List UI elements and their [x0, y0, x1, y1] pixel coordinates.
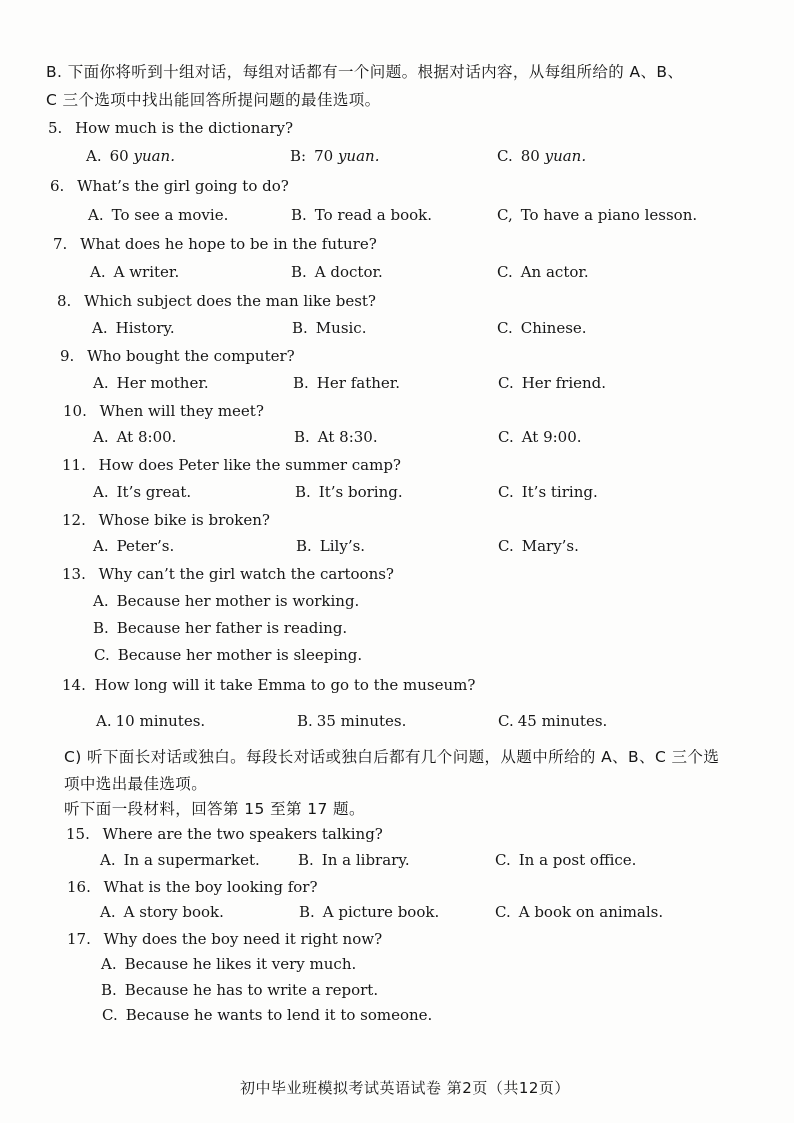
option-label: B.: [291, 206, 307, 224]
option-text: Because her father is reading.: [116, 619, 348, 637]
q13-option-c: [94, 645, 362, 665]
q8-option-a: [92, 318, 175, 338]
question-stem: How much is the dictionary?: [75, 119, 294, 137]
q15-option-b: [298, 850, 410, 870]
question-number: 14.: [62, 676, 86, 694]
q6-option-b: [291, 205, 432, 225]
option-label: A.: [100, 851, 116, 869]
q13-option-b: [93, 618, 347, 638]
option-label: A.: [93, 374, 109, 392]
option-label: C.: [94, 646, 110, 664]
option-label: C,: [497, 206, 513, 224]
question-stem: Where are the two speakers talking?: [102, 825, 383, 843]
option-text: Her mother.: [116, 374, 209, 392]
q9-option-c: [498, 373, 606, 393]
q12-option-b: [296, 536, 365, 556]
q14-option-a: [96, 711, 205, 731]
question-stem: Who bought the computer?: [87, 347, 295, 365]
option-unit: yuan.: [337, 147, 380, 165]
option-label: C.: [498, 483, 514, 501]
section-b-instruction-line2: C 三个选项中找出能回答所提问题的最佳选项。: [46, 91, 381, 109]
q9-option-b: [293, 373, 400, 393]
question-14: [62, 675, 475, 695]
q14-option-c: [498, 711, 607, 731]
section-b-instruction-line1: B. 下面你将听到十组对话，每组对话都有一个问题。根据对话内容，从每组所给的 A、B、: [46, 63, 684, 81]
option-text: 45 minutes.: [517, 712, 608, 730]
option-text: Because her mother is sleeping.: [117, 646, 363, 664]
option-label: C.: [497, 263, 513, 281]
question-13: [62, 564, 394, 584]
option-label: B.: [292, 319, 308, 337]
q17-option-a: [101, 954, 356, 974]
option-label: C.: [498, 712, 514, 730]
option-text: It’s tiring.: [521, 483, 598, 501]
option-text: Mary’s.: [521, 537, 579, 555]
question-number: 6.: [50, 177, 65, 195]
option-text: 35 minutes.: [316, 712, 407, 730]
option-label: A.: [86, 147, 102, 165]
option-text: A doctor.: [314, 263, 383, 281]
q14-option-b: [297, 711, 406, 731]
question-12: [62, 510, 270, 530]
option-label: A.: [93, 483, 109, 501]
option-label: C.: [497, 319, 513, 337]
q11-option-a: [93, 482, 191, 502]
question-number: 16.: [67, 878, 91, 896]
question-stem: What’s the girl going to do?: [77, 177, 289, 195]
option-text: A picture book.: [322, 903, 440, 921]
option-label: B.: [101, 981, 117, 999]
option-label: B.: [291, 263, 307, 281]
option-label: B.: [299, 903, 315, 921]
q15-option-c: [495, 850, 636, 870]
q8-option-c: [497, 318, 587, 338]
question-5: [48, 118, 293, 138]
option-label: C.: [495, 851, 511, 869]
question-number: 11.: [62, 456, 86, 474]
option-text: In a supermarket.: [123, 851, 260, 869]
option-text: To have a piano lesson.: [520, 206, 698, 224]
q13-option-a: [93, 591, 359, 611]
q10-option-b: [294, 427, 378, 447]
question-number: 9.: [60, 347, 75, 365]
option-text: Peter’s.: [116, 537, 175, 555]
option-label: A.: [90, 263, 106, 281]
option-label: A.: [93, 592, 109, 610]
question-stem: Which subject does the man like best?: [84, 292, 376, 310]
option-label: B.: [294, 428, 310, 446]
q8-option-b: [292, 318, 366, 338]
question-8: [57, 291, 376, 311]
option-text: Because he has to write a report.: [124, 981, 379, 999]
question-6: [50, 176, 289, 196]
q10-option-a: [93, 427, 176, 447]
option-text: A book on animals.: [518, 903, 664, 921]
q7-option-b: [291, 262, 383, 282]
option-value: 80: [520, 147, 540, 165]
option-text: Her father.: [316, 374, 401, 392]
option-text: In a library.: [321, 851, 410, 869]
question-stem: Why does the boy need it right now?: [103, 930, 383, 948]
section-c-instruction-line3: 听下面一段材料，回答第 15 至第 17 题。: [64, 800, 365, 818]
question-number: 5.: [48, 119, 63, 137]
option-text: In a post office.: [518, 851, 637, 869]
question-16: [67, 877, 318, 897]
question-10: [63, 401, 264, 421]
section-c-instruction-line1: C) 听下面长对话或独白。每段长对话或独白后都有几个问题，从题中所给的 A、B、C 三个选: [64, 748, 720, 766]
option-text: To read a book.: [314, 206, 433, 224]
option-label: A.: [96, 712, 112, 730]
option-unit: yuan.: [133, 147, 175, 165]
question-stem: Why can’t the girl watch the cartoons?: [98, 565, 394, 583]
option-text: At 8:00.: [116, 428, 177, 446]
q16-option-c: [495, 902, 663, 922]
option-label: B:: [290, 147, 307, 165]
option-label: C.: [102, 1006, 118, 1024]
option-label: A.: [93, 537, 109, 555]
question-stem: What is the boy looking for?: [103, 878, 318, 896]
q10-option-c: [498, 427, 582, 447]
q5-option-a: [86, 146, 175, 166]
option-label: A.: [93, 428, 109, 446]
option-label: B.: [93, 619, 109, 637]
section-c-instruction-line2: 项中选出最佳选项。: [64, 775, 208, 793]
question-9: [60, 346, 295, 366]
option-text: A writer.: [113, 263, 180, 281]
q11-option-b: [295, 482, 403, 502]
q16-option-a: [100, 902, 224, 922]
option-label: C.: [497, 147, 513, 165]
option-text: 10 minutes.: [115, 712, 206, 730]
option-label: A.: [101, 955, 117, 973]
option-value: 70: [314, 147, 334, 165]
option-label: C.: [498, 428, 514, 446]
question-number: 8.: [57, 292, 72, 310]
option-text: Because her mother is working.: [116, 592, 360, 610]
q12-option-a: [93, 536, 174, 556]
question-number: 15.: [66, 825, 90, 843]
question-stem: How long will it take Emma to go to the museum?: [94, 676, 476, 694]
option-label: B.: [293, 374, 309, 392]
option-label: C.: [498, 374, 514, 392]
option-text: It’s boring.: [318, 483, 403, 501]
q7-option-c: [497, 262, 589, 282]
question-stem: How does Peter like the summer camp?: [98, 456, 401, 474]
option-text: Because he wants to lend it to someone.: [125, 1006, 433, 1024]
option-value: 60: [109, 147, 129, 165]
question-number: 13.: [62, 565, 86, 583]
q5-option-c: [497, 146, 586, 166]
option-label: C.: [495, 903, 511, 921]
option-text: At 8:30.: [317, 428, 378, 446]
question-17: [67, 929, 382, 949]
option-text: Chinese.: [520, 319, 587, 337]
option-text: It’s great.: [116, 483, 192, 501]
question-stem: Whose bike is broken?: [98, 511, 270, 529]
option-text: Music.: [315, 319, 367, 337]
option-unit: yuan.: [544, 147, 587, 165]
q16-option-b: [299, 902, 439, 922]
q12-option-c: [498, 536, 579, 556]
option-label: C.: [498, 537, 514, 555]
q5-option-b: [290, 146, 379, 166]
option-text: An actor.: [520, 263, 589, 281]
q6-option-a: [88, 205, 228, 225]
question-number: 10.: [63, 402, 87, 420]
option-text: To see a movie.: [111, 206, 229, 224]
q7-option-a: [90, 262, 179, 282]
option-label: A.: [92, 319, 108, 337]
question-15: [66, 824, 383, 844]
question-number: 12.: [62, 511, 86, 529]
question-number: 17.: [67, 930, 91, 948]
option-text: Because he likes it very much.: [124, 955, 357, 973]
question-stem: When will they meet?: [99, 402, 264, 420]
option-label: B.: [298, 851, 314, 869]
q15-option-a: [100, 850, 260, 870]
page-footer: 初中毕业班模拟考试英语试卷 第2页（共12页）: [240, 1079, 570, 1097]
q17-option-b: [101, 980, 378, 1000]
option-label: A.: [88, 206, 104, 224]
option-label: B.: [297, 712, 313, 730]
option-text: History.: [115, 319, 175, 337]
q6-option-c: [497, 205, 697, 225]
option-label: B.: [296, 537, 312, 555]
question-7: [53, 234, 377, 254]
option-label: A.: [100, 903, 116, 921]
q9-option-a: [93, 373, 209, 393]
question-stem: What does he hope to be in the future?: [80, 235, 377, 253]
option-text: Lily’s.: [319, 537, 366, 555]
option-text: Her friend.: [521, 374, 607, 392]
question-11: [62, 455, 401, 475]
option-text: A story book.: [123, 903, 224, 921]
q11-option-c: [498, 482, 598, 502]
option-label: B.: [295, 483, 311, 501]
option-text: At 9:00.: [521, 428, 582, 446]
question-number: 7.: [53, 235, 68, 253]
q17-option-c: [102, 1005, 432, 1025]
